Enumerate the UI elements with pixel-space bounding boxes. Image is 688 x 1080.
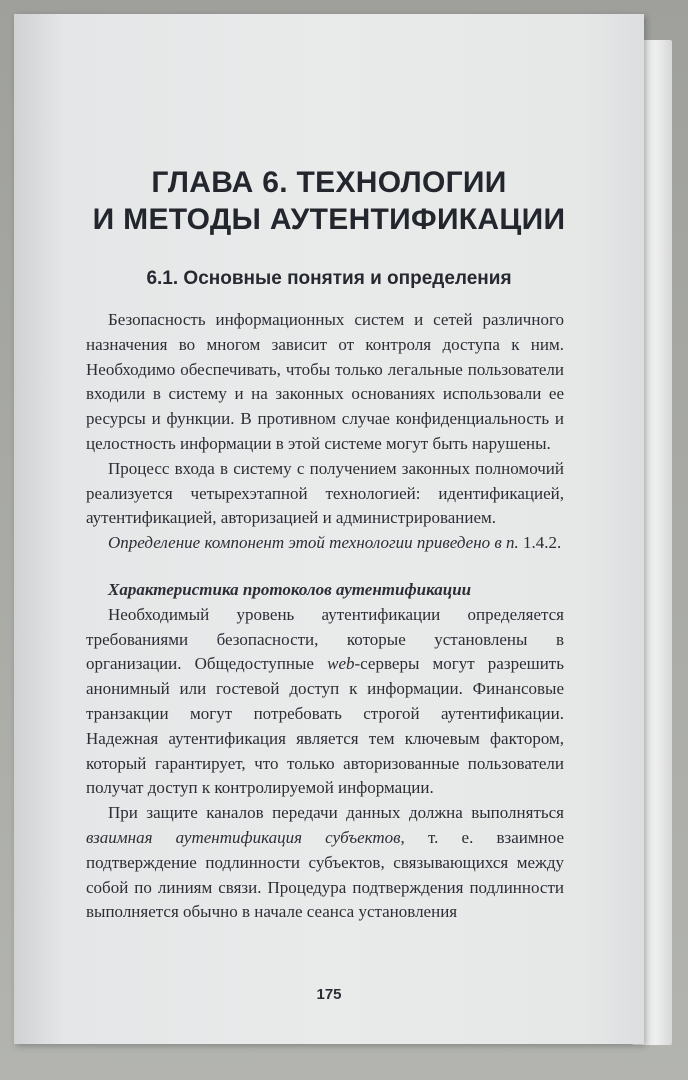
- paragraph-3: [86, 531, 564, 556]
- chapter-title-line-1: ГЛАВА 6. ТЕХНОЛОГИИ: [151, 166, 507, 199]
- paragraph-5-part-b: , т. е. взаимное подтверждение подлинности субъектов, связывающихся между собой по линиям связи. Процедура подтверждения подлинности выполняется обычно в начале сеанса установления: [86, 827, 564, 922]
- paragraph-1: Безопасность информационных систем и сетей различного назначения во многом зависит от контроля доступа к ним. Необходимо обеспечивать, чтобы только легальные пользователи входили в систему и на законных основаниях использовали ее ресурсы и функции. В противном случае конфиденциальность и целостность информации в этой системе могут быть нарушены.: [86, 310, 564, 453]
- chapter-title-line-2: И МЕТОДЫ АУТЕНТИФИКАЦИИ: [92, 203, 566, 236]
- paragraph-4-part-b: -серверы могут разрешить анонимный или гостевой доступ к информации. Финансовые транзакции могут потребовать строгой аутентификации. Надежная аутентификация является тем ключевым фактором, который гарантирует, что только авторизованные пользователи получат доступ к контролируемой информации.: [86, 654, 564, 798]
- chapter-title: [14, 164, 644, 238]
- paragraph-5: [86, 801, 564, 925]
- paragraph-5-italic: взаимная аутентификация субъектов: [86, 827, 401, 847]
- paragraph-3-reference: 1.4.2.: [518, 533, 562, 553]
- subheading-paragraph: [86, 578, 564, 603]
- book-page: [14, 14, 644, 1044]
- paragraph-3-italic: Определение компонент этой технологии приведено в п.: [108, 533, 519, 553]
- paragraph-4-web: web: [327, 654, 355, 674]
- page-number: 175: [316, 986, 342, 1003]
- section-title: 6.1. Основные понятия и определения: [146, 268, 512, 289]
- paragraph-2: Процесс входа в систему с получением законных полномочий реализуется четырехэтапной технологией: идентификацией, аутентификацией, авторизацией и администрированием.: [86, 458, 564, 528]
- body-text: [86, 308, 564, 925]
- paragraph-4-part-a: Необходимый уровень аутентификации определяется требованиями безопасности, которые установлены в организации. Общедоступные: [86, 604, 564, 674]
- subheading: Характеристика протоколов аутентификации: [108, 579, 472, 599]
- paragraph-4: [86, 603, 564, 801]
- paragraph-5-part-a: При защите каналов передачи данных должна выполняться: [108, 803, 564, 823]
